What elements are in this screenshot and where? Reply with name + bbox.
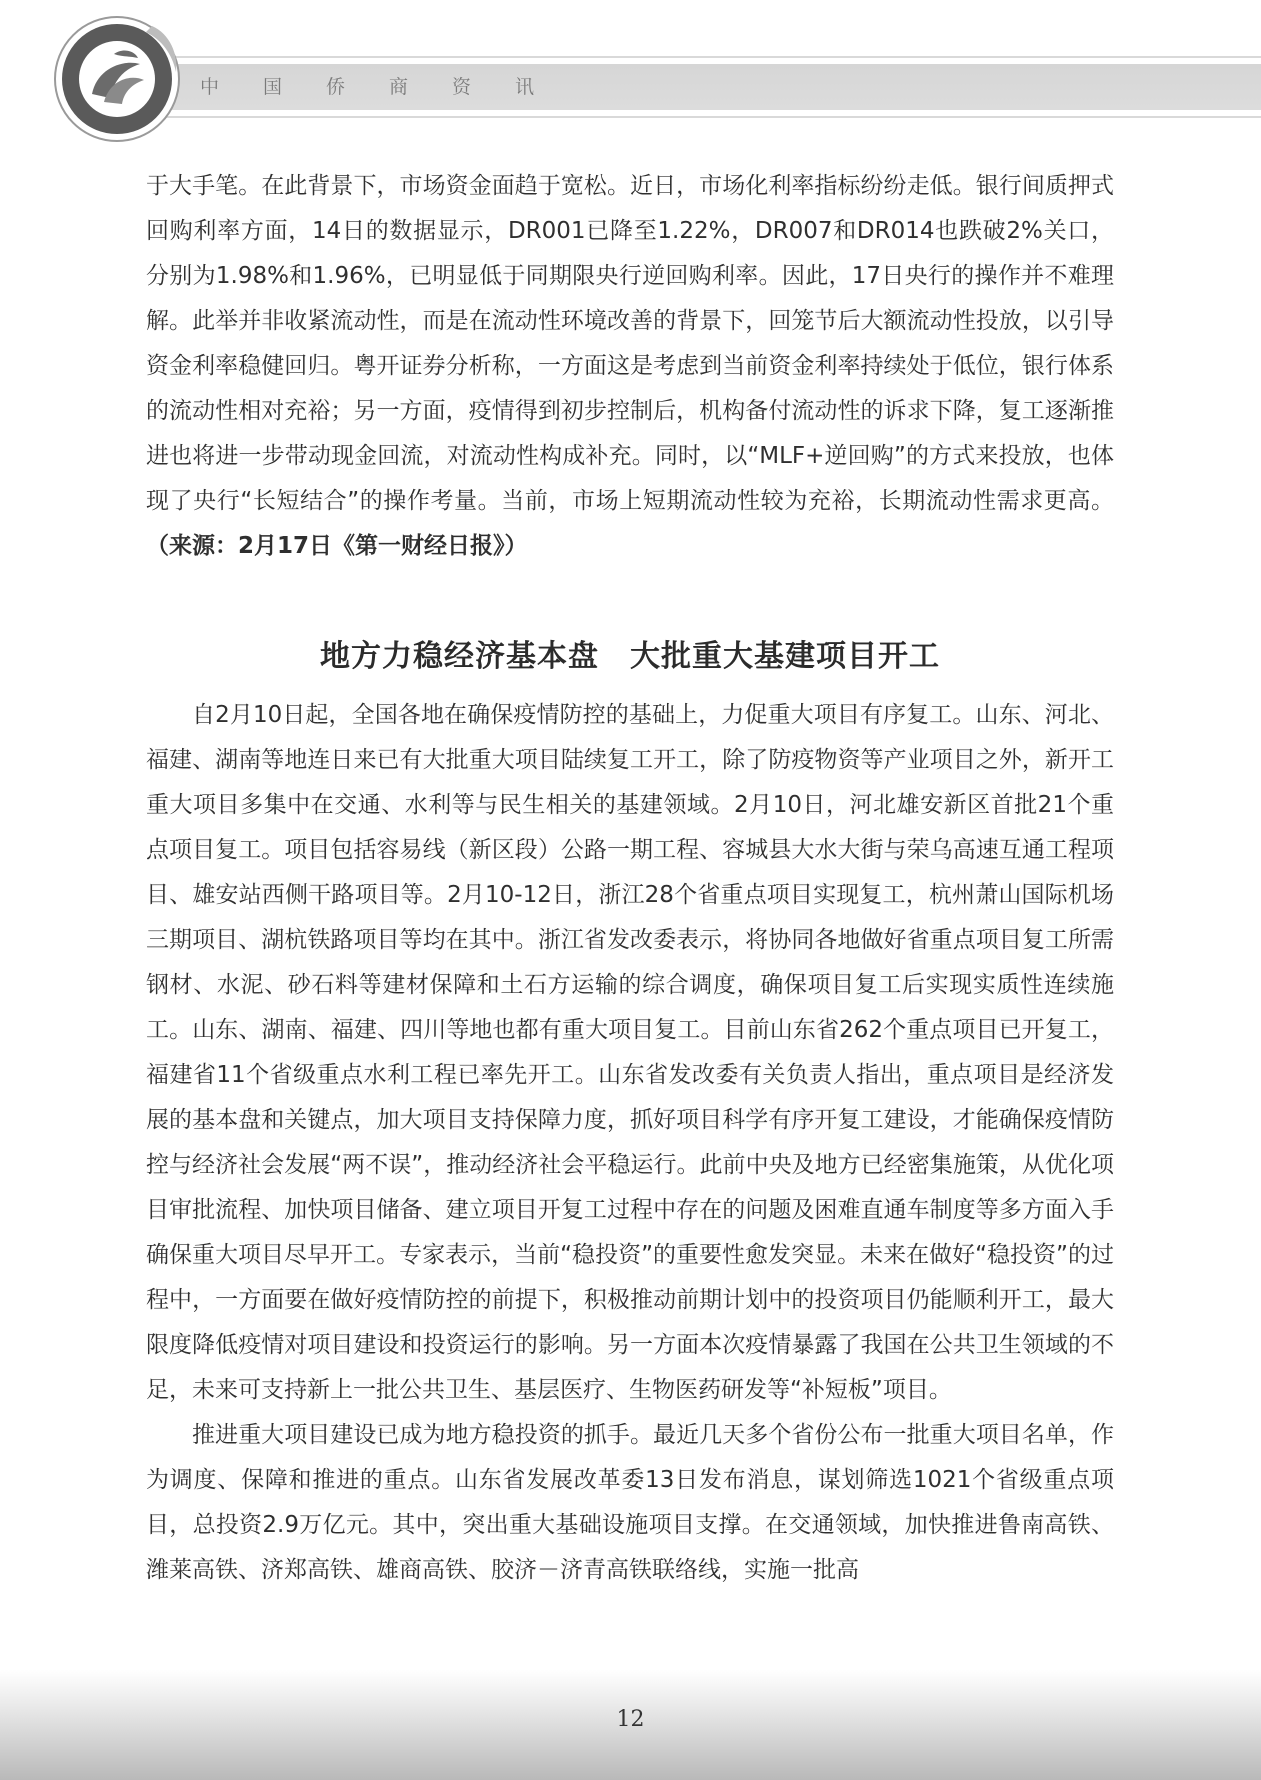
article1-body: 于大手笔。在此背景下，市场资金面趋于宽松。近日，市场化利率指标纷纷走低。银行间质押式回购利率方面，14日的数据显示，DR001已降至1.22%，DR007和DR014也跌破2%关口，分别为1.98%和1.96%，已明显低于同期限央行逆回购利率。因此，17日央行的操作并不难理解。此举并非收紧流动性，而是在流动性环境改善的背景下，回笼节后大额流动性投放，以引导资金利率稳健回归。粤开证券分析称，一方面这是考虑到当前资金利率持续处于低位，银行体系的流动性相对充裕；另一方面，疫情得到初步控制后，机构备付流动性的诉求下降，复工逐渐推进也将进一步带动现金回流，对流动性构成补充。同时，以“MLF+逆回购”的方式来投放，也体现了央行“长短结合”的操作考量。当前，市场上短期流动性较为充裕，长期流动性需求更高。 (146, 173, 1114, 514)
page-content (146, 164, 1114, 1593)
article2-paragraph-1: 自2月10日起，全国各地在确保疫情防控的基础上，力促重大项目有序复工。山东、河北、福建、湖南等地连日来已有大批重大项目陆续复工开工，除了防疫物资等产业项目之外，新开工重大项目多集中在交通、水利等与民生相关的基建领域。2月10日，河北雄安新区首批21个重点项目复工。项目包括容易线（新区段）公路一期工程、容城县大水大街与荣乌高速互通工程项目、雄安站西侧干路项目等。2月10-12日，浙江28个省重点项目实现复工，杭州萧山国际机场三期项目、湖杭铁路项目等均在其中。浙江省发改委表示，将协同各地做好省重点项目复工所需钢材、水泥、砂石料等建材保障和土石方运输的综合调度，确保项目复工后实现实质性连续施工。山东、湖南、福建、四川等地也都有重大项目复工。目前山东省262个重点项目已开复工，福建省11个省级重点水利工程已率先开工。山东省发改委有关负责人指出，重点项目是经济发展的基本盘和关键点，加大项目支持保障力度，抓好项目科学有序开复工建设，才能确保疫情防控与经济社会发展“两不误”，推动经济社会平稳运行。此前中央及地方已经密集施策，从优化项目审批流程、加快项目储备、建立项目开复工过程中存在的问题及困难直通车制度等多方面入手确保重大项目尽早开工。专家表示，当前“稳投资”的重要性愈发突显。未来在做好“稳投资”的过程中，一方面要在做好疫情防控的前提下，积极推动前期计划中的投资项目仍能顺利开工，最大限度降低疫情对项目建设和投资运行的影响。另一方面本次疫情暴露了我国在公共卫生领域的不足，未来可支持新上一批公共卫生、基层医疗、生物医药研发等“补短板”项目。 (146, 702, 1114, 1403)
page-number: 12 (616, 1707, 645, 1732)
federation-logo (52, 14, 182, 144)
article1-paragraph (146, 164, 1114, 569)
article2-paragraph-2: 推进重大项目建设已成为地方稳投资的抓手。最近几天多个省份公布一批重大项目名单，作为调度、保障和推进的重点。山东省发展改革委13日发布消息，谋划筛选1021个省级重点项目，总投资2.9万亿元。其中，突出重大基础设施项目支撑。在交通领域，加快推进鲁南高铁、潍莱高铁、济郑高铁、雄商高铁、胶济－济青高铁联络线，实施一批高 (146, 1422, 1114, 1583)
publication-title: 中国侨商资讯 (200, 76, 579, 98)
article2-title: 地方力稳经济基本盘 大批重大基建项目开工 (320, 639, 940, 674)
article1-source: （来源：2月17日《第一财经日报》） (146, 533, 528, 559)
